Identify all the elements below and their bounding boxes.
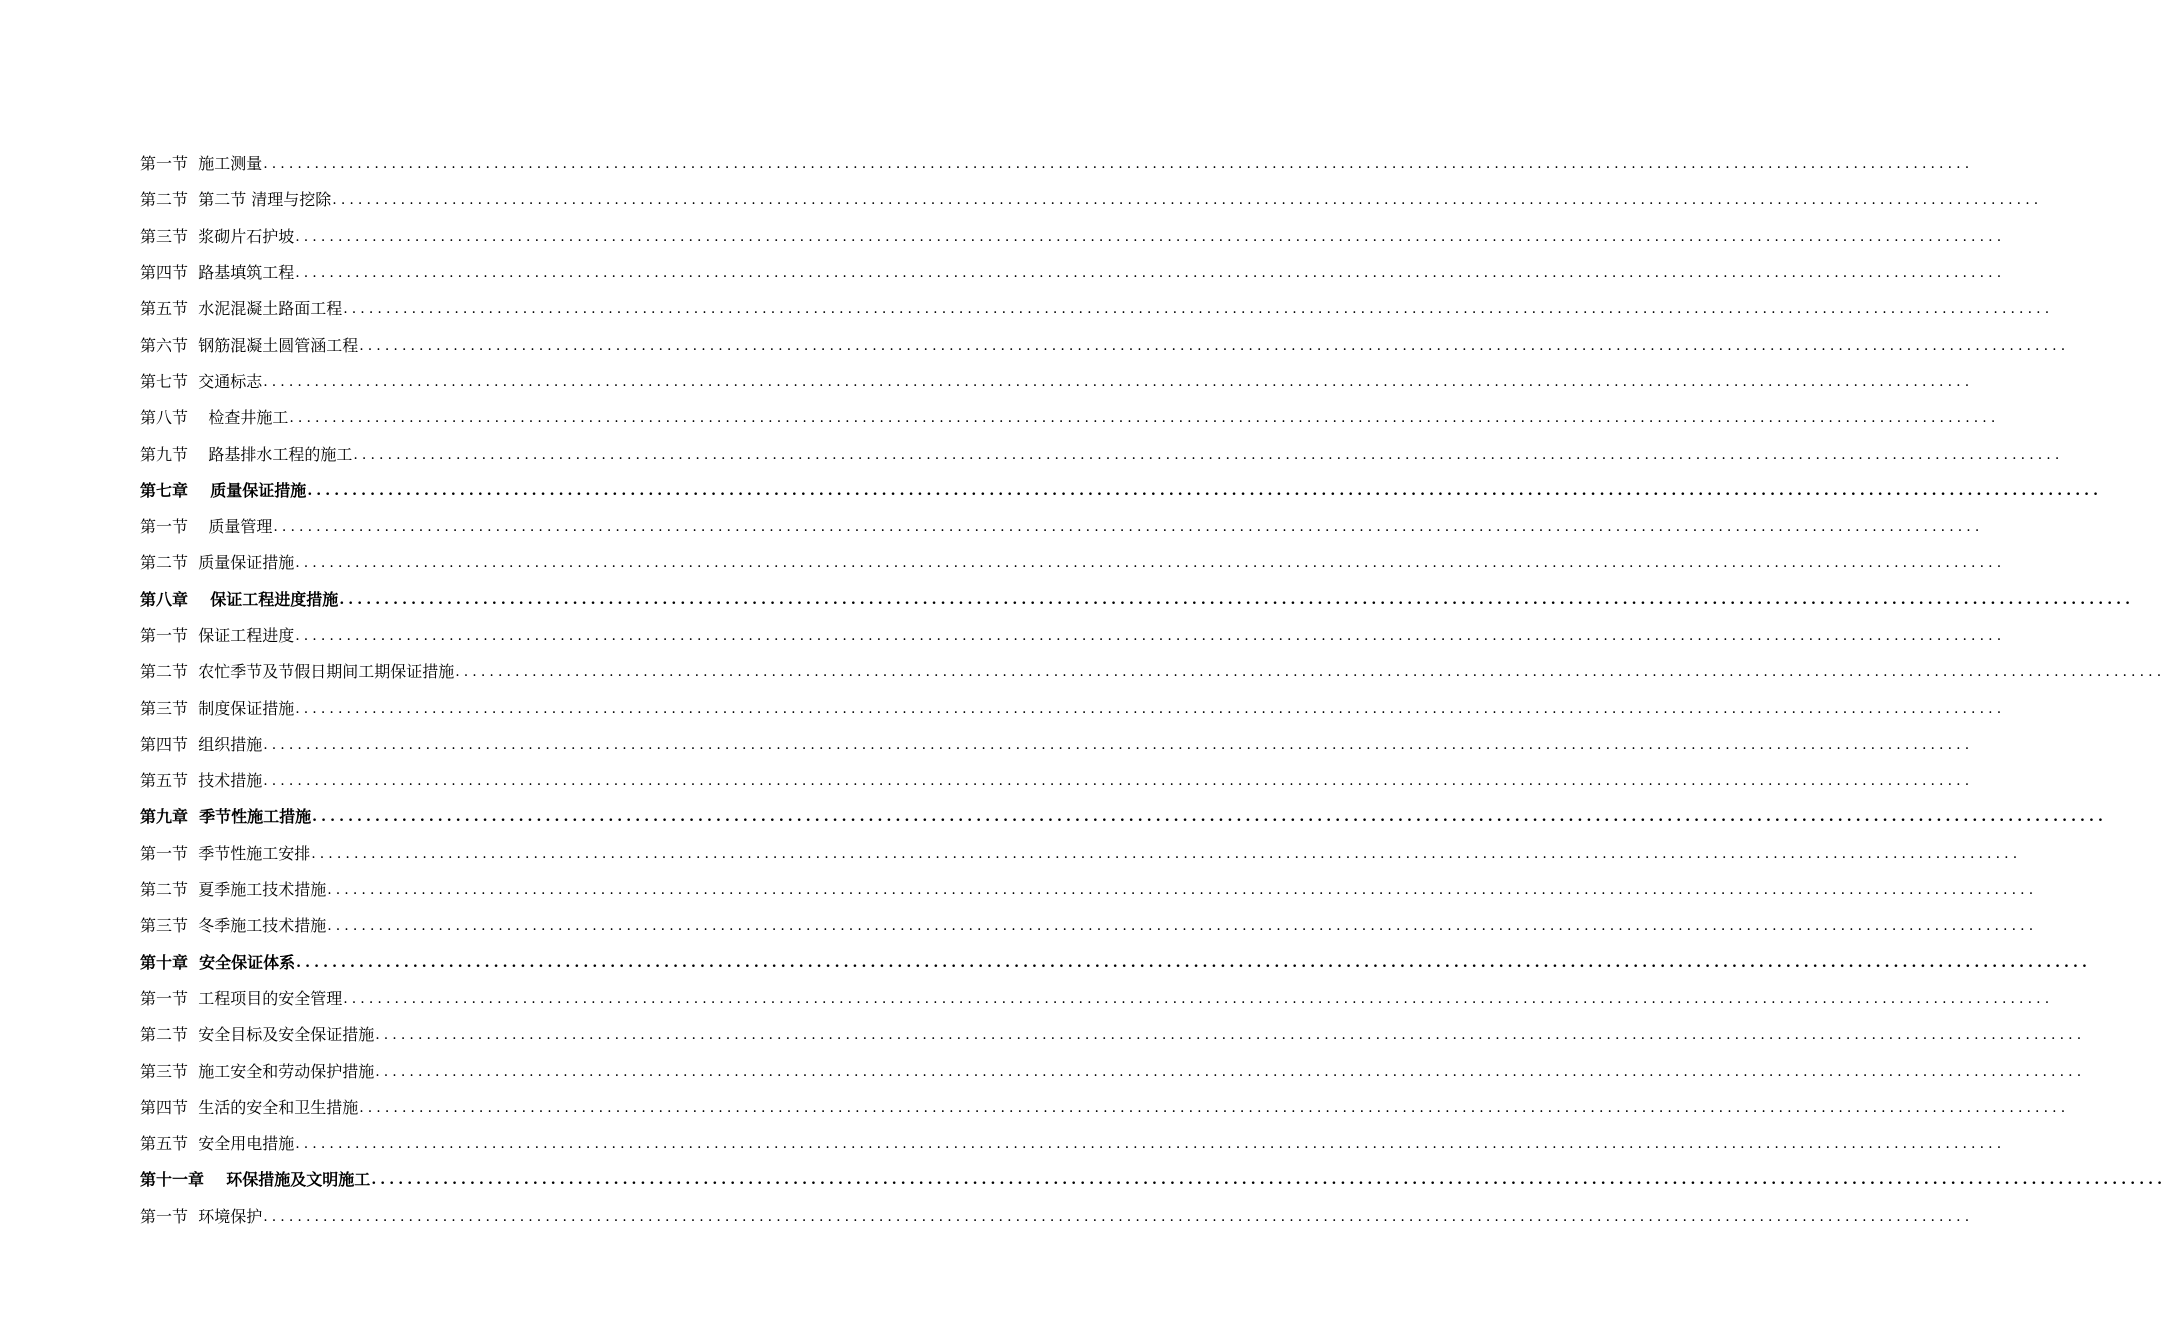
toc-dot-leader: ........................................................................................................................................................................................................ — [295, 700, 2006, 717]
toc-entry-title: 施工安全和劳动保护措施 — [198, 1061, 375, 1081]
toc-entry-title: 季节性施工安排 — [198, 843, 311, 863]
toc-entry-title: 浆砌片石护坡 — [198, 226, 295, 246]
toc-entry-gap — [188, 481, 210, 501]
toc-entry-gap — [188, 626, 198, 646]
toc-section-entry[interactable] — [140, 545, 2006, 581]
toc-section-entry[interactable] — [140, 1053, 2086, 1089]
toc-section-entry[interactable] — [140, 763, 1974, 799]
toc-entry-number: 第十章 — [140, 952, 189, 972]
toc-entry-title: 检查井施工 — [208, 408, 289, 428]
toc-section-entry[interactable] — [140, 618, 2006, 654]
toc-chapter-entry[interactable] — [140, 473, 2103, 509]
toc-entry-number: 第一节 — [140, 626, 189, 645]
toc-entry-gap — [188, 699, 198, 719]
toc-dot-leader: ........................................................................................................................................................................................................ — [289, 410, 2000, 427]
toc-entry-title: 安全用电措施 — [198, 1134, 295, 1154]
toc-dot-leader: ........................................................................................................................................................................................................ — [295, 555, 2006, 572]
toc-entry-gap — [188, 1062, 198, 1082]
toc-entry-number: 第一节 — [140, 988, 189, 1008]
toc-entry-title: 第二节 清理与挖除 — [198, 190, 332, 210]
toc-entry-title: 安全目标及安全保证措施 — [198, 1025, 375, 1045]
toc-entry-gap — [188, 372, 198, 392]
toc-entry-gap — [188, 227, 198, 247]
toc-entry-gap — [188, 953, 199, 973]
toc-entry-title: 质量保证措施 — [198, 553, 295, 573]
toc-section-entry[interactable] — [140, 1017, 2086, 1053]
toc-entry-number: 第五节 — [140, 771, 189, 791]
toc-dot-leader: ........................................................................................................................................................................................................ — [273, 519, 1984, 536]
toc-dot-leader: ........................................................................................................................................................................................................ — [343, 301, 2054, 318]
toc-section-entry[interactable] — [140, 872, 2038, 908]
toc-entry-title: 路基排水工程的施工 — [208, 444, 353, 464]
toc-chapter-entry[interactable] — [140, 945, 2091, 981]
toc-entry-title: 技术措施 — [198, 771, 263, 791]
toc-section-entry[interactable] — [140, 291, 2054, 327]
toc-entry-gap — [188, 1098, 198, 1118]
toc-dot-leader: ........................................................................................................................................................................................................ — [371, 1172, 2166, 1189]
toc-section-entry[interactable] — [140, 1090, 2070, 1126]
toc-dot-leader: ........................................................................................................................................................................................................ — [295, 628, 2006, 644]
toc-entry-title: 环境保护 — [198, 1206, 263, 1226]
toc-entry-gap — [188, 916, 198, 936]
toc-entry-gap — [188, 553, 198, 573]
toc-dot-leader: ........................................................................................................................................................................................................ — [332, 192, 2043, 209]
toc-entry-number: 第二节 — [140, 553, 189, 573]
toc-entry-number: 第二节 — [140, 880, 189, 900]
toc-dot-leader: ........................................................................................................................................................................................................ — [359, 337, 2070, 354]
toc-chapter-entry[interactable] — [140, 1162, 2166, 1198]
toc-entry-title: 环保措施及文明施工 — [226, 1170, 371, 1190]
toc-dot-leader: ........................................................................................................................................................................................................ — [455, 664, 2166, 681]
toc-entry-gap — [188, 336, 198, 356]
toc-entry-title: 组织措施 — [198, 734, 263, 754]
toc-entry-number: 第二节 — [140, 190, 189, 210]
toc-entry-number: 第七节 — [140, 371, 189, 391]
toc-chapter-entry[interactable] — [140, 582, 2135, 618]
toc-entry-number: 第四节 — [140, 734, 189, 754]
toc-dot-leader: ........................................................................................................................................................................................................ — [307, 482, 2103, 499]
toc-entry-title: 保证工程进度 — [198, 626, 295, 645]
toc-entry-number: 第一节 — [140, 843, 189, 863]
toc-dot-leader: ........................................................................................................................................................................................................ — [375, 1027, 2086, 1044]
toc-entry-gap — [188, 662, 198, 682]
toc-entry-title: 季节性施工措施 — [199, 807, 312, 827]
toc-entry-title: 生活的安全和卫生措施 — [198, 1097, 359, 1117]
toc-dot-leader: ........................................................................................................................................................................................................ — [295, 1136, 2006, 1153]
toc-entry-number: 第一节 — [140, 1206, 189, 1226]
toc-dot-leader: ........................................................................................................................................................................................................ — [263, 773, 1974, 790]
toc-section-entry[interactable] — [140, 690, 2006, 726]
table-of-contents — [140, 146, 2166, 1235]
toc-section-entry[interactable] — [140, 654, 2166, 690]
toc-section-entry[interactable] — [140, 727, 1974, 763]
toc-entry-gap — [188, 880, 198, 900]
toc-entry-title: 水泥混凝土路面工程 — [198, 299, 343, 319]
toc-entry-number: 第四节 — [140, 1097, 189, 1117]
toc-entry-gap — [188, 590, 210, 610]
toc-section-entry[interactable] — [140, 219, 2006, 255]
toc-dot-leader: ........................................................................................................................................................................................................ — [353, 446, 2064, 463]
toc-entry-title: 路基填筑工程 — [198, 263, 295, 283]
toc-chapter-entry[interactable] — [140, 799, 2107, 835]
toc-dot-leader: ........................................................................................................................................................................................................ — [343, 990, 2054, 1007]
toc-dot-leader: ........................................................................................................................................................................................................ — [263, 373, 1974, 390]
toc-dot-leader: ........................................................................................................................................................................................................ — [295, 228, 2006, 245]
toc-dot-leader: ........................................................................................................................................................................................................ — [263, 1208, 1974, 1225]
toc-entry-number: 第一节 — [140, 154, 189, 174]
toc-dot-leader: ........................................................................................................................................................................................................ — [375, 1063, 2086, 1080]
toc-section-entry[interactable] — [140, 436, 2064, 472]
toc-dot-leader: ........................................................................................................................................................................................................ — [263, 736, 1974, 753]
toc-entry-title: 质量管理 — [208, 517, 273, 537]
toc-section-entry[interactable] — [140, 1199, 1974, 1235]
toc-entry-gap — [188, 190, 198, 210]
toc-entry-number: 第九节 — [140, 444, 189, 464]
toc-entry-title: 工程项目的安全管理 — [198, 988, 343, 1008]
toc-entry-number: 第三节 — [140, 1061, 189, 1081]
toc-entry-gap — [188, 735, 198, 755]
toc-entry-title: 保证工程进度措施 — [210, 589, 339, 609]
toc-entry-gap — [188, 1134, 198, 1154]
toc-section-entry[interactable] — [140, 981, 2054, 1017]
toc-entry-gap — [188, 408, 208, 428]
toc-entry-number: 第四节 — [140, 263, 189, 283]
toc-entry-gap — [204, 1170, 226, 1190]
toc-entry-number: 第二节 — [140, 662, 189, 682]
toc-entry-gap — [188, 263, 198, 283]
toc-entry-title: 施工测量 — [198, 154, 263, 174]
toc-entry-title: 夏季施工技术措施 — [198, 880, 327, 900]
toc-entry-title: 交通标志 — [198, 371, 263, 391]
toc-entry-title: 制度保证措施 — [198, 698, 295, 718]
toc-entry-number: 第五节 — [140, 299, 189, 319]
toc-entry-gap — [188, 517, 208, 537]
toc-entry-title: 安全保证体系 — [199, 952, 296, 972]
toc-section-entry[interactable] — [140, 146, 1974, 182]
toc-section-entry[interactable] — [140, 509, 1984, 545]
toc-entry-title: 农忙季节及节假日期间工期保证措施 — [198, 662, 455, 682]
toc-dot-leader: ........................................................................................................................................................................................................ — [359, 1099, 2070, 1116]
toc-entry-gap — [188, 299, 198, 319]
toc-dot-leader: ........................................................................................................................................................................................................ — [296, 954, 2091, 971]
toc-entry-gap — [188, 1025, 198, 1045]
toc-entry-title: 钢筋混凝土圆管涵工程 — [198, 335, 359, 355]
toc-entry-number: 第三节 — [140, 916, 189, 936]
toc-entry-number: 第三节 — [140, 698, 189, 718]
toc-dot-leader: ........................................................................................................................................................................................................ — [311, 845, 2022, 862]
toc-dot-leader: ........................................................................................................................................................................................................ — [339, 591, 2135, 608]
toc-dot-leader: ........................................................................................................................................................................................................ — [295, 265, 2006, 282]
toc-entry-gap — [188, 771, 198, 791]
toc-section-entry[interactable] — [140, 182, 2043, 218]
toc-entry-gap — [188, 1207, 198, 1227]
toc-dot-leader: ........................................................................................................................................................................................................ — [263, 156, 1974, 173]
toc-dot-leader: ........................................................................................................................................................................................................ — [327, 882, 2038, 899]
toc-section-entry[interactable] — [140, 908, 2038, 944]
toc-dot-leader: ........................................................................................................................................................................................................ — [327, 918, 2038, 935]
toc-entry-title: 冬季施工技术措施 — [198, 916, 327, 936]
toc-entry-gap — [188, 989, 198, 1009]
toc-entry-number: 第九章 — [140, 807, 189, 827]
toc-entry-number: 第八节 — [140, 408, 189, 428]
toc-section-entry[interactable] — [140, 364, 1974, 400]
toc-entry-number: 第七章 — [140, 480, 189, 500]
toc-entry-number: 第六节 — [140, 335, 189, 355]
toc-section-entry[interactable] — [140, 255, 2006, 291]
toc-entry-number: 第八章 — [140, 589, 189, 609]
toc-dot-leader: ........................................................................................................................................................................................................ — [312, 809, 2107, 826]
toc-entry-number: 第十一章 — [140, 1170, 205, 1190]
toc-entry-number: 第二节 — [140, 1025, 189, 1045]
toc-section-entry[interactable] — [140, 327, 2070, 363]
toc-section-entry[interactable] — [140, 836, 2022, 872]
toc-entry-gap — [188, 445, 208, 465]
toc-entry-number: 第五节 — [140, 1134, 189, 1154]
toc-entry-gap — [188, 807, 199, 827]
toc-entry-gap — [188, 844, 198, 864]
toc-entry-gap — [188, 154, 198, 174]
toc-section-entry[interactable] — [140, 1126, 2006, 1162]
toc-entry-number: 第一节 — [140, 517, 189, 537]
toc-section-entry[interactable] — [140, 400, 2000, 436]
toc-entry-number: 第三节 — [140, 226, 189, 246]
toc-entry-title: 质量保证措施 — [210, 480, 307, 500]
